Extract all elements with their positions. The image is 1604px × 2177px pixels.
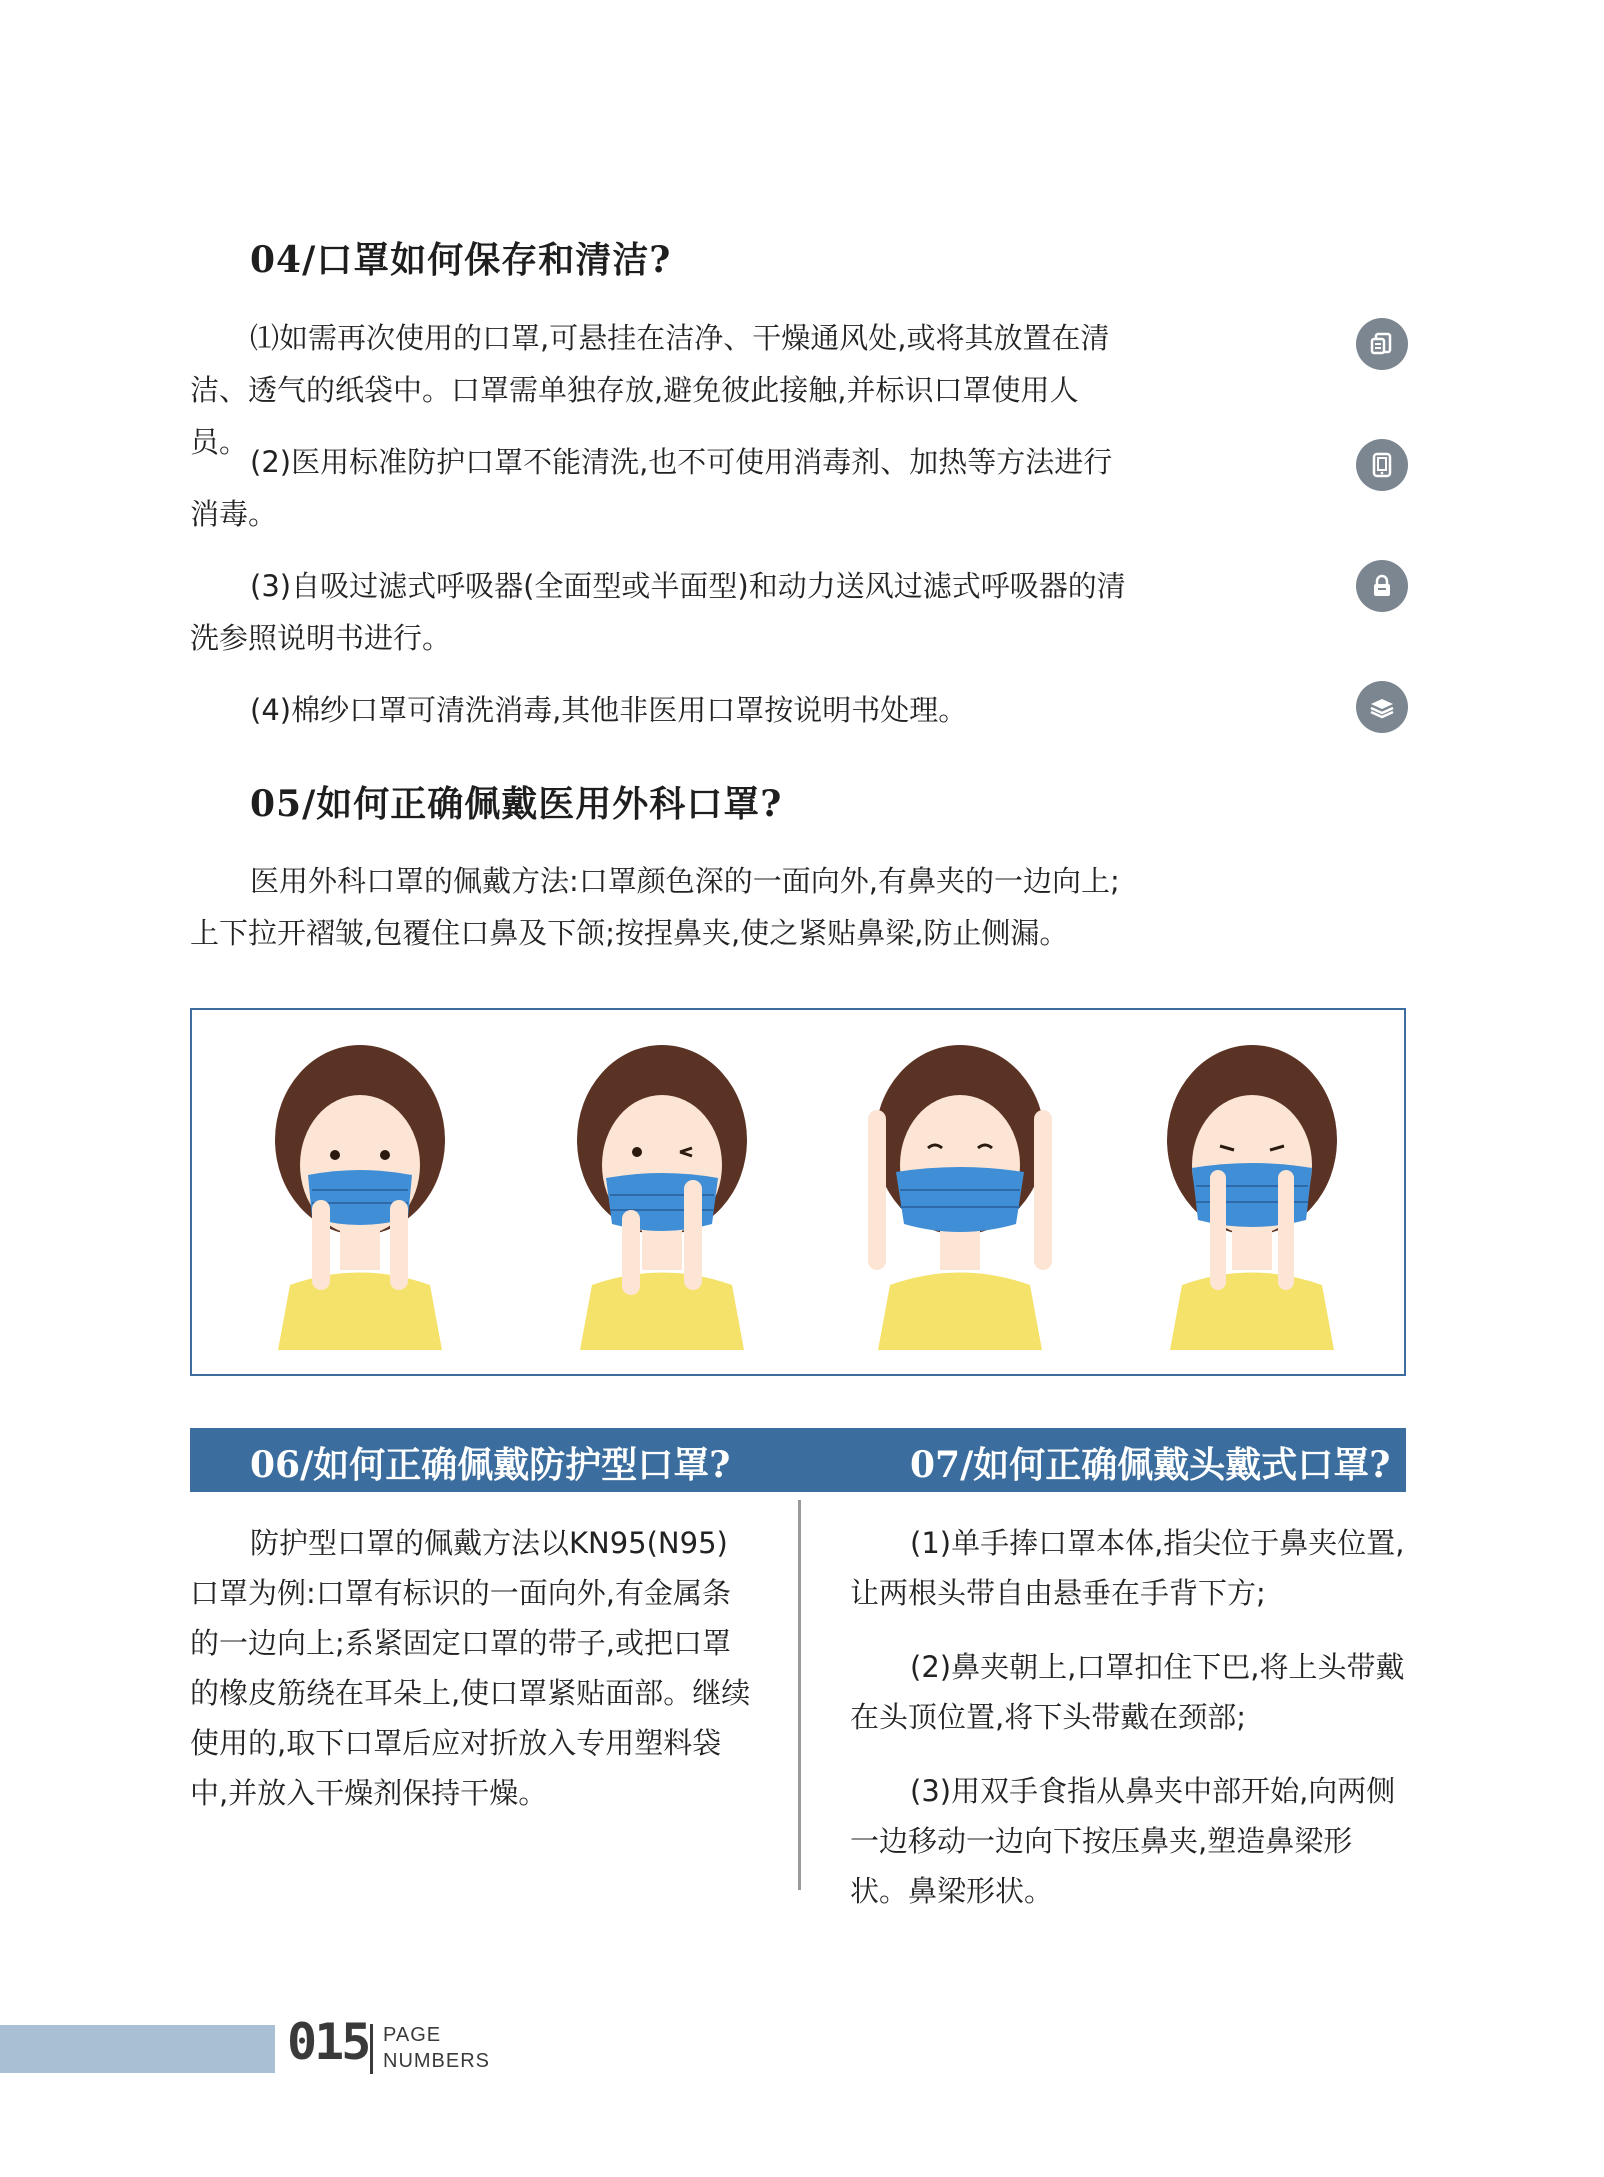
section-header-bar	[190, 1428, 1406, 1492]
section-07-paragraph-2: (2)鼻夹朝上,口罩扣住下巴,将上头带戴在头顶位置,将下头带戴在颈部;	[850, 1650, 1405, 1734]
section-07-paragraph-1: (1)单手捧口罩本体,指尖位于鼻夹位置,让两根头带自由悬垂在手背下方;	[850, 1526, 1405, 1610]
section-04-paragraph-3: (3)自吸过滤式呼吸器(全面型或半面型)和动力送风过滤式呼吸器的清洗参照说明书进行。	[190, 569, 1126, 655]
section-04-paragraph-2: (2)医用标准防护口罩不能清洗,也不可使用消毒剂、加热等方法进行消毒。	[190, 445, 1113, 531]
stack-icon	[1356, 681, 1408, 733]
footer-bar	[0, 2025, 275, 2073]
column-divider	[798, 1500, 801, 1890]
section-04-paragraph-4: (4)棉纱口罩可清洗消毒,其他非医用口罩按说明书处理。	[250, 693, 968, 727]
page-number: 015	[287, 2013, 369, 2071]
section-05-paragraph: 医用外科口罩的佩戴方法:口罩颜色深的一面向外,有鼻夹的一边向上;上下拉开褶皱,包覆住口鼻及下颌;按捏鼻夹,使之紧贴鼻梁,防止侧漏。	[190, 864, 1120, 950]
girl-step-1-illustration	[260, 1040, 460, 1350]
section-06-paragraph: 防护型口罩的佩戴方法以KN95(N95)口罩为例:口罩有标识的一面向外,有金属条的一边向上;系紧固定口罩的带子,或把口罩的橡皮筋绕在耳朵上,使口罩紧贴面部。继续使用的,取下口罩后应对折放入专用塑料袋中,并放入干燥剂保持干燥。	[190, 1526, 751, 1810]
page-label-line-1: PAGE	[383, 2024, 442, 2046]
section-05-title: 05/如何正确佩戴医用外科口罩?	[250, 783, 783, 825]
girl-step-2-illustration	[562, 1040, 762, 1350]
section-06-title: 06/如何正确佩戴防护型口罩?	[250, 1444, 731, 1486]
girl-step-3-illustration	[860, 1040, 1060, 1350]
lock-icon	[1356, 560, 1408, 612]
girl-step-4-illustration	[1152, 1040, 1352, 1350]
page-label-line-2: NUMBERS	[383, 2050, 491, 2072]
page-number-divider	[370, 2024, 373, 2074]
section-04-title: 04/口罩如何保存和清洁?	[250, 239, 672, 281]
section-07-title: 07/如何正确佩戴头戴式口罩?	[910, 1444, 1391, 1486]
document-icon	[1356, 318, 1408, 370]
section-04-paragraph-1: ⑴如需再次使用的口罩,可悬挂在洁净、干燥通风处,或将其放置在清洁、透气的纸袋中。口罩需单独存放,避免彼此接触,并标识口罩使用人员。	[190, 321, 1110, 459]
mask-wearing-illustration	[190, 1008, 1406, 1376]
section-07-paragraph-3: (3)用双手食指从鼻夹中部开始,向两侧一边移动一边向下按压鼻夹,塑造鼻梁形状。鼻梁形状。	[850, 1774, 1396, 1908]
tablet-icon	[1356, 439, 1408, 491]
